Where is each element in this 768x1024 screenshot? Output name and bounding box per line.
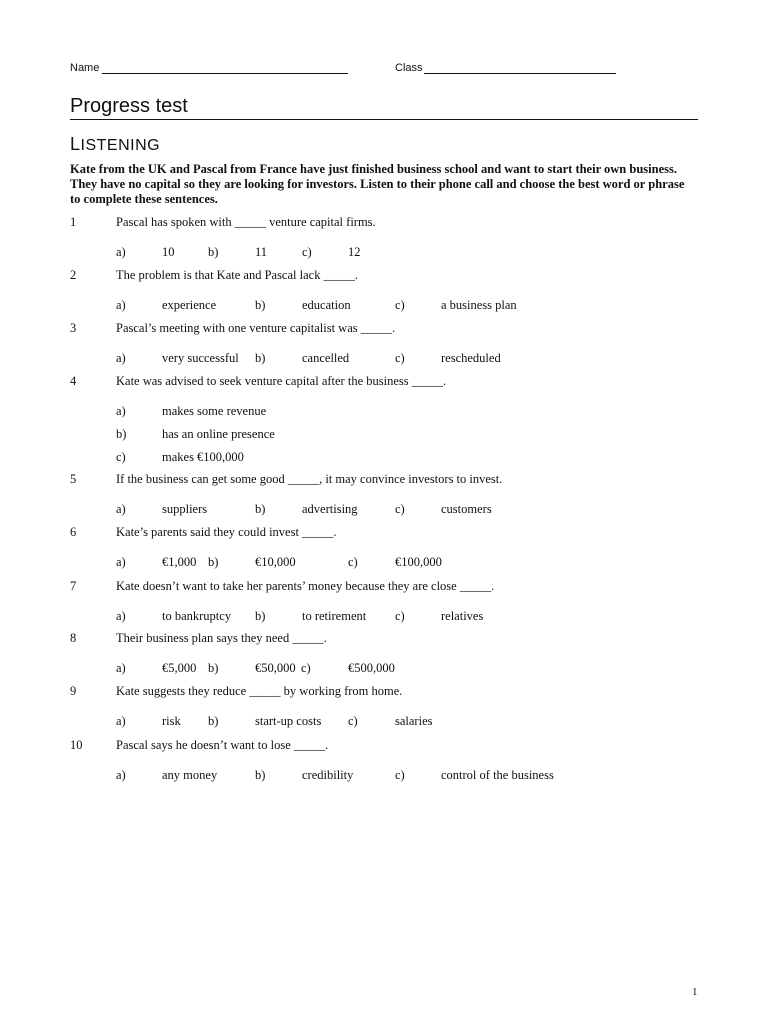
class-field[interactable] bbox=[424, 61, 616, 74]
option-label: a) bbox=[116, 714, 126, 728]
section-rest: ISTENING bbox=[80, 137, 161, 154]
name-field[interactable] bbox=[102, 61, 348, 74]
option-text: suppliers bbox=[162, 502, 208, 516]
question-number: 6 bbox=[70, 525, 77, 539]
question-text: Kate suggests they reduce _____ by working from home. bbox=[116, 684, 403, 698]
question-number: 7 bbox=[70, 579, 77, 593]
option-text: €100,000 bbox=[395, 555, 442, 569]
question-text: Kate was advised to seek venture capital after the business _____. bbox=[116, 374, 447, 388]
option-text: makes some revenue bbox=[162, 404, 267, 418]
question-text: Pascal has spoken with _____ venture capital firms. bbox=[116, 215, 376, 229]
question-number: 9 bbox=[70, 684, 77, 698]
question-text: Kate’s parents said they could invest _____. bbox=[116, 525, 337, 539]
option-label: a) bbox=[116, 609, 126, 623]
option-text: €1,000 bbox=[162, 555, 197, 569]
option-label: c) bbox=[348, 555, 358, 569]
section-heading bbox=[70, 134, 160, 155]
option-label: a) bbox=[116, 555, 126, 569]
option-label: c) bbox=[395, 351, 405, 365]
question-text: Kate doesn’t want to take her parents’ money because they are close _____. bbox=[116, 579, 495, 593]
option-label: b) bbox=[255, 351, 266, 365]
option-text: has an online presence bbox=[162, 427, 275, 441]
section-first-letter: L bbox=[70, 134, 81, 154]
option-text: salaries bbox=[395, 714, 433, 728]
option-text: rescheduled bbox=[441, 351, 501, 365]
option-text: risk bbox=[162, 714, 181, 728]
option-label: b) bbox=[116, 427, 127, 441]
option-label: b) bbox=[208, 555, 219, 569]
option-label: a) bbox=[116, 502, 126, 516]
option-text: 10 bbox=[162, 245, 175, 259]
question-number: 4 bbox=[70, 374, 77, 388]
option-label: a) bbox=[116, 768, 126, 782]
option-text: a business plan bbox=[441, 298, 517, 312]
option-text: to retirement bbox=[302, 609, 367, 623]
option-text: €50,000 bbox=[255, 661, 296, 675]
option-label: a) bbox=[116, 404, 126, 418]
option-label: b) bbox=[255, 768, 266, 782]
option-text: experience bbox=[162, 298, 217, 312]
option-label: c) bbox=[395, 768, 405, 782]
question-text: Pascal says he doesn’t want to lose _____. bbox=[116, 738, 329, 752]
option-label: b) bbox=[255, 298, 266, 312]
page-title: Progress test bbox=[70, 95, 188, 117]
option-label: b) bbox=[255, 502, 266, 516]
question-number: 8 bbox=[70, 631, 77, 645]
option-label: a) bbox=[116, 661, 126, 675]
option-label: c) bbox=[116, 450, 126, 464]
question-number: 1 bbox=[70, 215, 77, 229]
option-text: control of the business bbox=[441, 768, 554, 782]
option-text: education bbox=[302, 298, 351, 312]
option-text: €5,000 bbox=[162, 661, 197, 675]
question-number: 3 bbox=[70, 321, 77, 335]
option-text: €10,000 bbox=[255, 555, 296, 569]
question-text: Pascal’s meeting with one venture capitalist was _____. bbox=[116, 321, 396, 335]
question-number: 5 bbox=[70, 472, 77, 486]
option-text: makes €100,000 bbox=[162, 450, 244, 464]
option-text: start-up costs bbox=[255, 714, 322, 728]
option-text: 12 bbox=[348, 245, 361, 259]
option-label: b) bbox=[208, 714, 219, 728]
option-text: €500,000 bbox=[348, 661, 395, 675]
title-divider bbox=[70, 119, 698, 120]
option-text: cancelled bbox=[302, 351, 350, 365]
option-text: very successful bbox=[162, 351, 239, 365]
option-label: a) bbox=[116, 351, 126, 365]
question-text: If the business can get some good _____, it may convince investors to invest. bbox=[116, 472, 503, 486]
option-text: advertising bbox=[302, 502, 358, 516]
option-text: relatives bbox=[441, 609, 484, 623]
option-label: c) bbox=[302, 245, 312, 259]
option-text: credibility bbox=[302, 768, 354, 782]
option-text: customers bbox=[441, 502, 492, 516]
question-text: The problem is that Kate and Pascal lack _____. bbox=[116, 268, 358, 282]
name-label: Name bbox=[70, 62, 100, 74]
option-label: a) bbox=[116, 298, 126, 312]
option-label: c) bbox=[395, 298, 405, 312]
option-text: any money bbox=[162, 768, 218, 782]
question-number: 10 bbox=[70, 738, 83, 752]
option-label: c) bbox=[301, 661, 311, 675]
option-text: 11 bbox=[255, 245, 268, 259]
question-number: 2 bbox=[70, 268, 77, 282]
instructions: Kate from the UK and Pascal from France have just finished business school and want to start their own business. They have no capital so they are looking for investors. Listen to their phone call and choose the best word or phrase to complete these sentences. bbox=[70, 162, 685, 206]
question-text: Their business plan says they need _____. bbox=[116, 631, 327, 645]
option-label: b) bbox=[255, 609, 266, 623]
class-label: Class bbox=[395, 62, 423, 74]
option-label: c) bbox=[395, 609, 405, 623]
option-label: c) bbox=[348, 714, 358, 728]
option-label: b) bbox=[208, 245, 219, 259]
option-label: b) bbox=[208, 661, 219, 675]
option-label: c) bbox=[395, 502, 405, 516]
option-label: a) bbox=[116, 245, 126, 259]
option-text: to bankruptcy bbox=[162, 609, 232, 623]
page-number: 1 bbox=[692, 986, 698, 998]
